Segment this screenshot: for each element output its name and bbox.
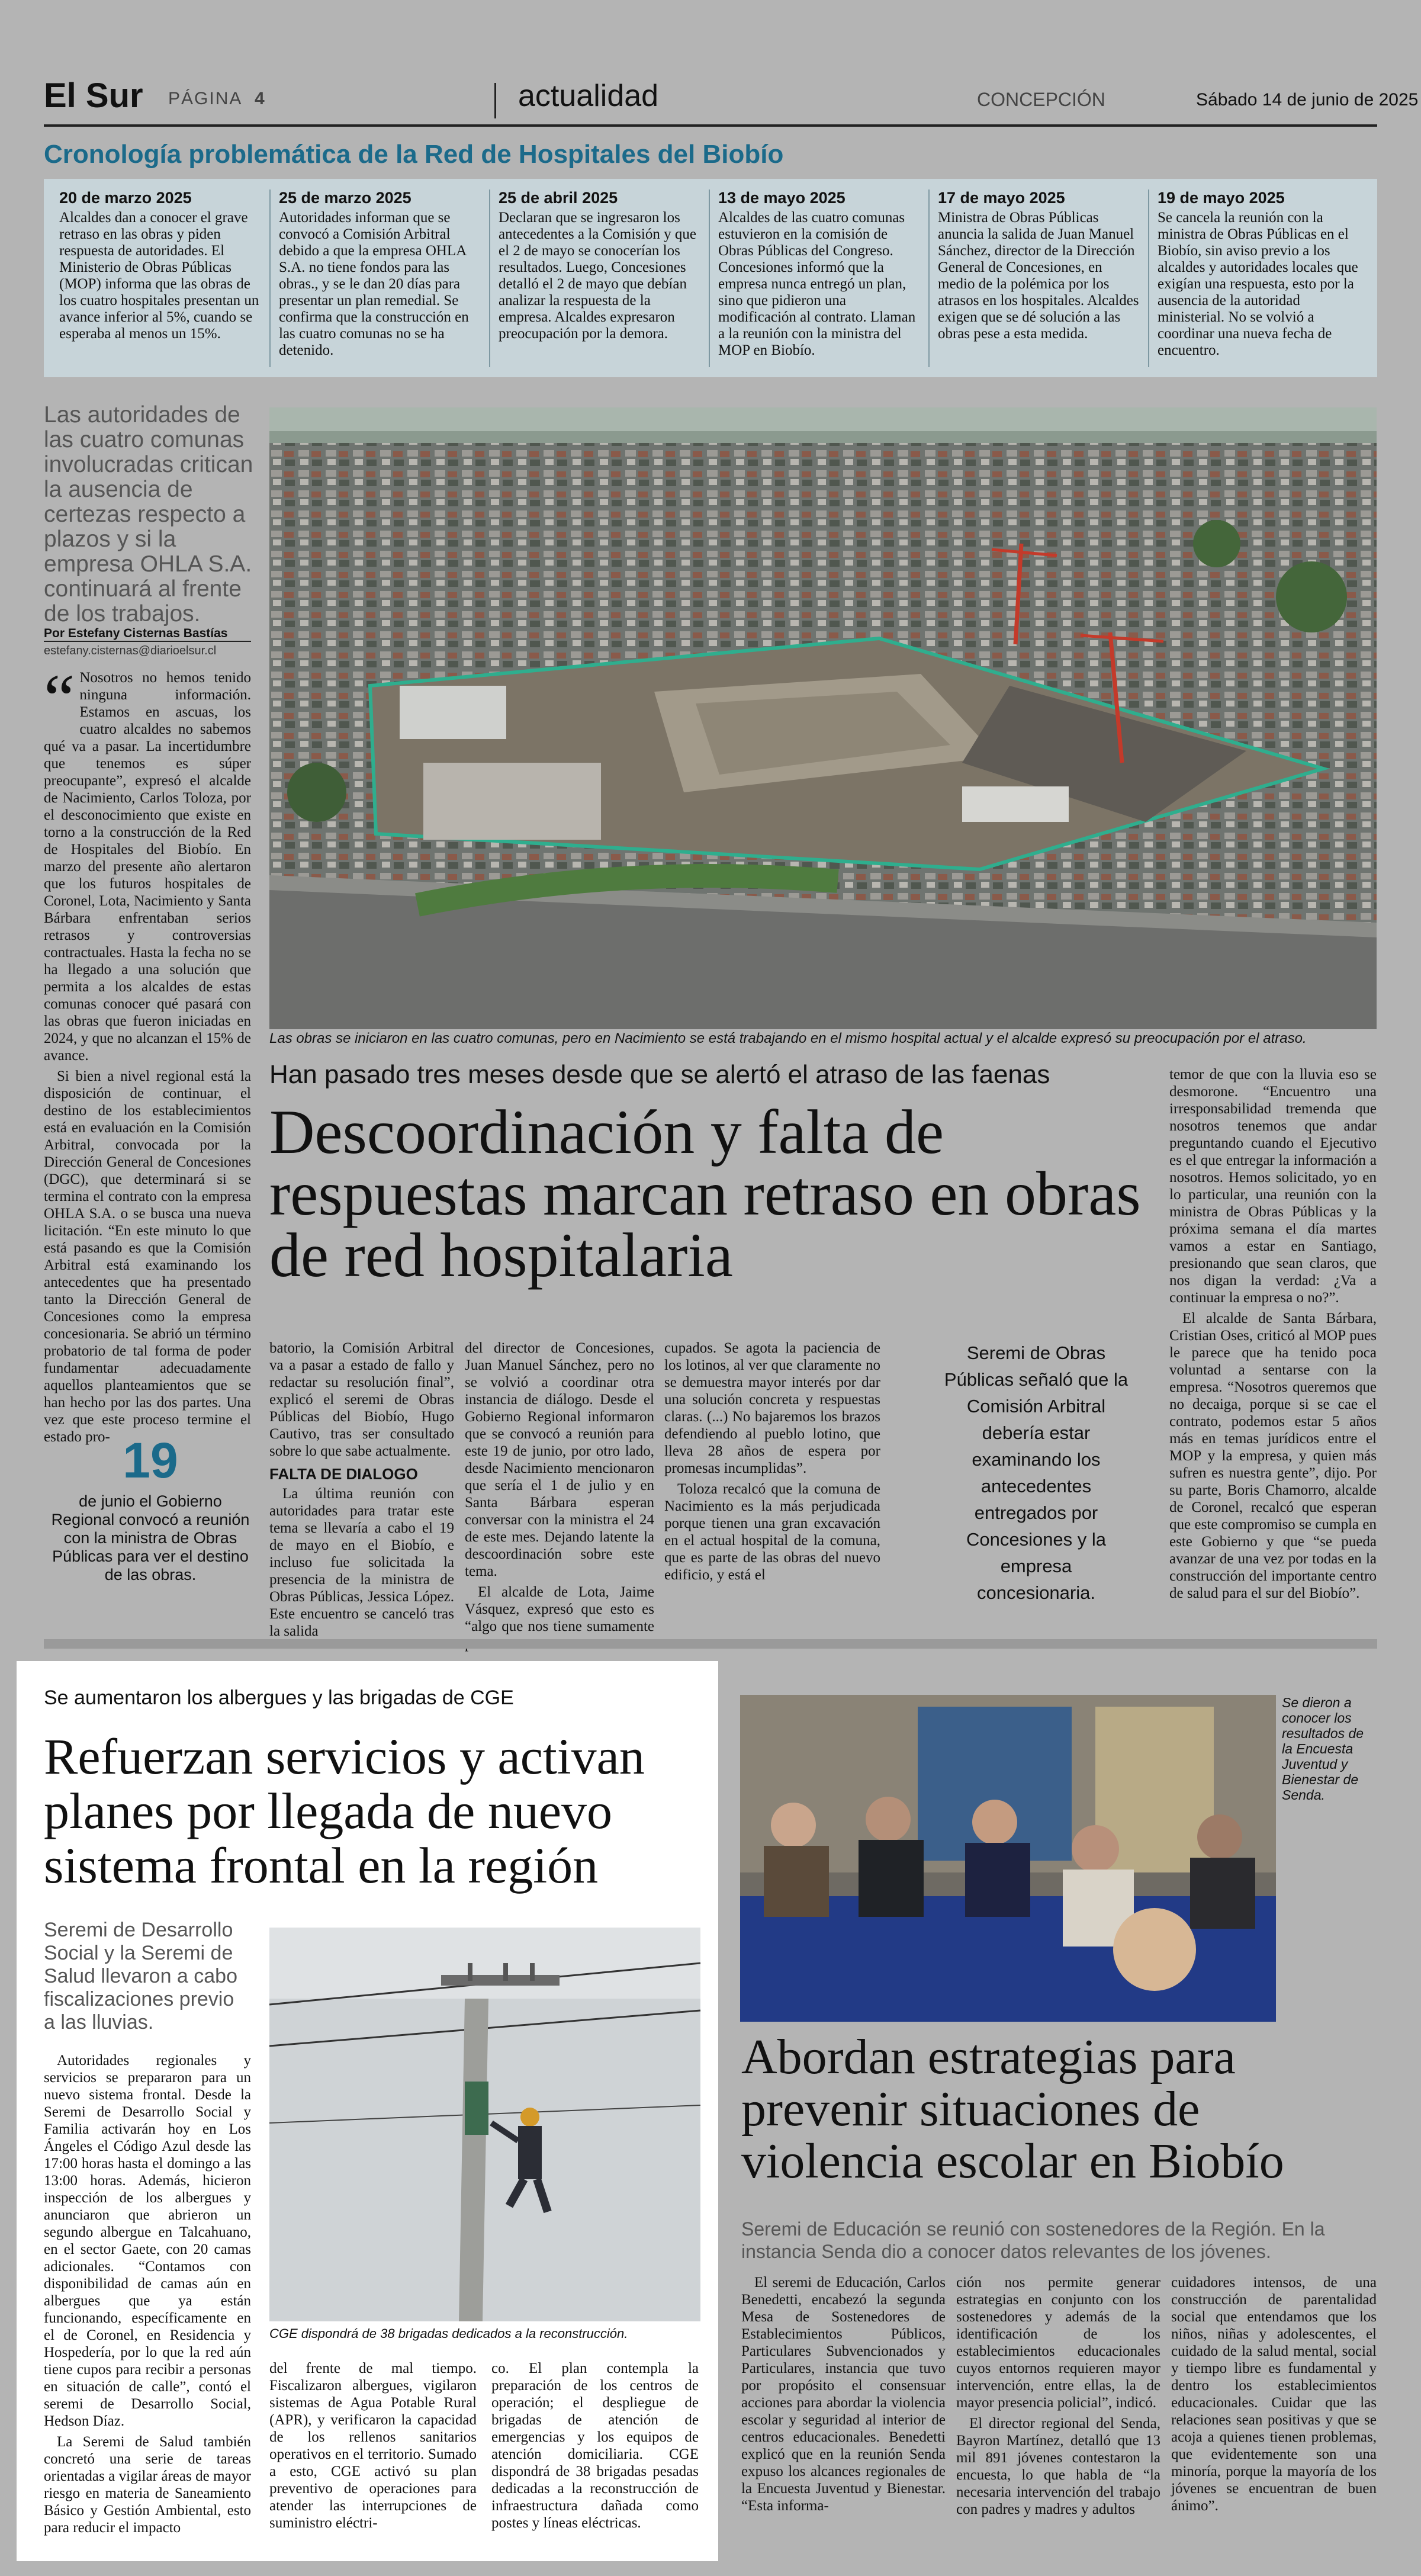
paragraph: La Seremi de Salud también concretó una serie de tareas orientadas a vigilar áreas de mayor riesgo en materia de Saneamiento Básico y Gestión Ambiental, esto para reducir el impacto bbox=[44, 2434, 251, 2536]
paragraph: El director regional del Senda, Bayron Martínez, detalló que 13 mil 891 jóvenes contestaron la encuesta, lo que habla de “la necesaria intervención del trabajo con padres y madres y adultos bbox=[956, 2416, 1160, 2517]
header-rule bbox=[44, 124, 1377, 127]
article-column bbox=[44, 2052, 251, 2549]
page-number: 4 bbox=[255, 89, 266, 108]
paragraph: El seremi de Educación, Carlos Benedetti, encabezó la segunda Mesa de Sostenedores de Establecimientos Públicos, Particulares Subvencionados y Particulares, instancia que tuvo por propósito el consensuar acciones para abordar la violencia escolar y seguridad al interior de centros educacionales. Benedetti explicó que en la reunión Senda expuso los alcances regionales de la Encuesta Juventud y Bienestar. “Esta informa- bbox=[741, 2275, 946, 2514]
article-column bbox=[465, 1340, 654, 1634]
article-kicker: Se aumentaron los albergues y las brigadas de CGE bbox=[44, 1687, 514, 1709]
paragraph: del director de Concesiones, Juan Manuel Sánchez, pero no se volvió a coordinar otra instancia de diálogo. Desde el Gobierno Regional informaron que se convocó a reunión para este 19 de junio, por otro lado, desde Nacimiento mencionaron que sería el 1 de julio y en Santa Bárbara esperan conversar con la ministra el 24 de este mes. Dejando latente la descoordinación sobre este tema. bbox=[465, 1340, 654, 1579]
article-column bbox=[664, 1340, 880, 1630]
paragraph: temor de que con la lluvia eso se desmorone. “Encuentro una irresponsabilidad tremenda que nosotros tenemos que andar preguntando cuando el Ejecutivo es el que entregar la información a nosotros. Hemos solicitado, yo en lo particular, una reunión con la ministra de Obras Públicas y la próxima semana el día martes vamos a estar en Santiago, presionando que sean claros, que nos digan la verdad: ¿Va a continuar la empresa o no?”. bbox=[1169, 1067, 1377, 1306]
paragraph: Si bien a nivel regional está la disposición de continuar, el destino de los establecimientos está en evaluación en la Comisión Arbitral, convocada por la Dirección General de Concesiones (DGC), que determinará si se termina el contrato con la empresa OHLA S.A. o se busca una nueva licitación. “En este minuto lo que está pasando es que la Comisión Arbitral está examinando los antecedentes que ha presentado tanto la Dirección General de Concesiones como la empresa concesionaria. Se abrió un término probatorio de tal forma de poder fundamentar adecuadamente aquellos planteamientos que se han hecho por las dos partes. Una vez que este proceso termine el estado pro- bbox=[44, 1068, 251, 1445]
paragraph: El alcalde de Santa Bárbara, Cristian Oses, criticó al MOP pues le parece que ha tenido poca voluntad a sentarse con la empresa. “Nosotros queremos que no decaiga, porque si se cae el contrato, podemos estar 5 años más en temas jurídicos entre el MOP y la empresa, y quien más sufren es nuestra gente”, dijo. Por su parte, Boris Chamorro, alcalde de Coronel, recalcó que esperan que este compromiso se cumpla en este Gobierno y que “se pueda avanzar de una vez por todas en la construcción del importante centro de salud para el sur del Biobío”. bbox=[1169, 1311, 1377, 1601]
article-column bbox=[1169, 1066, 1377, 1629]
photo-caption: CGE dispondrá de 38 brigadas dedicados a la reconstrucción. bbox=[269, 2326, 628, 2341]
paragraph: Toloza recalcó que la comuna de Nacimiento es la más perjudicada porque tienen una gran excavación en el actual hospital de la comuna, que es parte de las obras del nuevo edificio, y está el bbox=[664, 1481, 880, 1583]
byline: Por Estefany Cisternas Bastías bbox=[44, 627, 228, 640]
article-lead: Las autoridades de las cuatro comunas involucradas critican la ausencia de certezas respecto a plazos y si la empresa OHLA S.A. continuará al frente de los trabajos. bbox=[44, 402, 253, 627]
aerial-photo-illustration bbox=[269, 407, 1377, 1029]
paragraph: ción nos permite generar estrategias en conjunto con los sostenedores y además de la identificación de los establecimientos educacionales cuyos entornos requieren mayor intervención, entre ellas, la de mayor presencia policial”, indicó. bbox=[956, 2275, 1160, 2411]
article-column bbox=[269, 1340, 454, 1639]
article-kicker: Han pasado tres meses desde que se alertó el atraso de las faenas bbox=[269, 1060, 1050, 1089]
pull-quote: Seremi de Obras Públicas señaló que la Comisión Arbitral debería estar examinando los antecedentes entregados por Concesiones y la empresa concesionaria. bbox=[944, 1342, 1129, 1603]
section-name: actualidad bbox=[518, 79, 659, 113]
timeline-box bbox=[44, 179, 1377, 377]
paragraph: El alcalde de Lota, Jaime Vásquez, expresó que esto es “algo que nos tiene sumamente bbox=[465, 1584, 654, 1634]
paragraph: cupados. Se agota la paciencia de los lotinos, al ver que claramente no se demuestra mayor interés por dar una solución concreta y respuestas claras. (...) No bajaremos los brazos defendiendo al pueblo lotino, que lleva 28 años de espera por promesas incumplidas”. bbox=[664, 1340, 880, 1476]
article-column bbox=[1171, 2274, 1377, 2552]
page-label: PÁGINA 4 bbox=[168, 89, 266, 108]
opening-quote-glyph: “ bbox=[44, 660, 75, 737]
electric-worker-photo bbox=[269, 1928, 700, 2321]
paragraph: co. El plan contempla la preparación de los centros de operación; el despliegue de brigadas de atención de emergencias y los equipos de atención domiciliaria. CGE dispondrá de 38 brigadas pesadas dedicadas a la reconstrucción de infraestructura dañada como postes y líneas eléctricas. bbox=[491, 2360, 699, 2531]
article-column bbox=[44, 660, 251, 1445]
timeline-divider bbox=[489, 189, 490, 367]
meeting-illustration bbox=[740, 1695, 1276, 2022]
article-column bbox=[491, 2360, 699, 2549]
article-column bbox=[741, 2274, 946, 2552]
paragraph: La última reunión con autoridades para tratar este tema se llevaría a cabo el 19 de mayo en el Biobío, e incluso fue solicitada la presencia de la ministra de Obras Públicas, Jessica López. Este encuentro se canceló tras la salida bbox=[269, 1486, 454, 1639]
article-column bbox=[269, 2360, 477, 2549]
paragraph: cuidadores intensos, de una construcción de parentalidad social que entendamos que los niños, niñas y adolescentes, el cuidado de la salud mental, social y tiempo libre es fundamental y dentro los establecimientos educacionales. Cuidar que las relaciones sean positivas y que se acoja a quienes tienen problemas, que evidentemente son una minoría, porque la mayoría de los jóvenes se encuentran de buen ánimo”. bbox=[1171, 2275, 1377, 2514]
timeline-divider bbox=[709, 189, 710, 367]
timeline-divider bbox=[1148, 189, 1149, 367]
byline-rule bbox=[44, 641, 251, 642]
article-headline: Abordan estrategias para prevenir situaciones de violencia escolar en Biobío bbox=[741, 2029, 1284, 2189]
timeline-divider bbox=[928, 189, 930, 367]
paragraph: Autoridades regionales y servicios se prepararon para un nuevo sistema frontal. Desde la Seremi de Desarrollo Social y Familia activarán hoy en Los Ángeles el Código Azul desde las 17:00 horas hasta el domingo a las 13:00 horas. Además, hicieron inspección de los albergues y anunciaron que abrieron un segundo albergue en Talcahuano, en el sector Gaete, con 20 camas adicionales. “Contamos con disponibilidad de camas aún en albergues que ya están funcionando, específicamente en el de Coronel, en Residencia y Hospedería, por lo que la red aún tiene cupos para recibir a personas en situación de calle”, contó el seremi de Desarrollo Social, Hedson Díaz. bbox=[44, 2053, 251, 2429]
newspaper-logo: El Sur bbox=[44, 76, 143, 115]
utility-pole-illustration bbox=[269, 1928, 700, 2321]
highlight-number: 19 bbox=[123, 1432, 178, 1488]
article-lead: Seremi de Desarrollo Social y la Seremi de Salud llevaron a cabo fiscalizaciones previo a las lluvias. bbox=[44, 1919, 238, 2034]
edition-city: CONCEPCIÓN bbox=[977, 89, 1105, 110]
timeline-divider bbox=[269, 189, 271, 367]
article-headline: Descoordinación y falta de respuestas marcan retraso en obras de red hospitalaria bbox=[269, 1097, 1141, 1290]
paragraph: batorio, la Comisión Arbitral va a pasar a estado de fallo y redactar su resolución final”, explicó el seremi de Obras Públicas del Biobío, Hugo Cautivo, tras ser consultado sobre lo que sabe actualmente. bbox=[269, 1340, 454, 1459]
paragraph: “ Nosotros no hemos tenido ninguna información. Estamos en ascuas, los cuatro alcaldes no sabemos qué va a pasar. La incertidumbre que tenemos es súper preocupante”, expresó el alcalde de Nacimiento, Carlos Toloza, por el desconocimiento que existe en torno a la construcción de la Red de Hospitales del Biobío. En marzo del presente año alertaron que los futuros hospitales de Coronel, Lota, Nacimiento y Santa Bárbara enfrentaban serios retrasos y controversias contractuales. Hasta la fecha no se ha llegado a una solución que permita a los alcaldes de estas comunas conocer qué pasará con las obras que fueron iniciadas en 2024, y que no alcanzan el 15% de avance. bbox=[44, 660, 251, 1064]
header-separator bbox=[494, 83, 496, 118]
timeline-entry: 25 de marzo 2025 Autoridades informan que se convocó a Comisión Arbitral debido a que la empresa OHLA S.A. no tiene fondos para las obras., y se le dan 20 días para presentar un plan remedial. Se confirma que la construcción en las cuatro comunas no se ha detenido. bbox=[279, 189, 469, 358]
article-column bbox=[956, 2274, 1160, 2552]
education-meeting-photo bbox=[740, 1695, 1276, 2022]
timeline-entry: 25 de abril 2025 Declaran que se ingresaron los antecedentes a la Comisión y que el 2 de mayo se conocerían los resultados. Luego, Concesiones detalló el 2 de mayo que debían analizar la respuesta de la empresa. Alcaldes expresaron preocupación por la demora. bbox=[499, 189, 696, 342]
hospital-construction-photo bbox=[269, 407, 1377, 1029]
timeline-entry: 17 de mayo 2025 Ministra de Obras Públicas anuncia la salida de Juan Manuel Sánchez, director de la Dirección General de Concesiones, en medio de la polémica por los atrasos en los hospitales. Alcaldes exigen que se dé solución a las obras pese a esta medida. bbox=[938, 189, 1139, 342]
timeline-entry: 19 de mayo 2025 Se cancela la reunión con la ministra de Obras Públicas en el Biobío, sin aviso previo a los alcaldes y autoridades locales que exigían una respuesta, esto por la ausencia de la autoridad ministerial. No se volvió a coordinar una nueva fecha de encuentro. bbox=[1158, 189, 1358, 358]
highlight-text: de junio el Gobierno Regional convocó a reunión con la ministra de Obras Públicas para ver el destino de las obras. bbox=[51, 1492, 250, 1583]
timeline-entry: 13 de mayo 2025 Alcaldes de las cuatro comunas estuvieron en la comisión de Obras Públicas del Congreso. Concesiones informó que la empresa nunca entregó un plan, sino que pidieron una modificación al contrato. Llaman a la reunión con la ministra del MOP en Biobío. bbox=[718, 189, 916, 358]
photo-caption: Se dieron a conocer los resultados de la Encuesta Juventud y Bienestar de Senda. bbox=[1282, 1695, 1364, 1803]
section-subhead: FALTA DE DIALOGO bbox=[269, 1465, 418, 1483]
timeline-title: Cronología problemática de la Red de Hospitales del Biobío bbox=[44, 140, 784, 169]
section-divider bbox=[44, 1639, 1377, 1649]
edition-date: Sábado 14 de junio de 2025 bbox=[1196, 90, 1419, 110]
paragraph: del frente de mal tiempo. Fiscalizaron albergues, vigilaron sistemas de Agua Potable Rural (APR), y verificaron la capacidad de los rellenos sanitarios operativos en el territorio. Sumado a esto, CGE activó su plan preventivo de operaciones para atender las interrupciones de suministro eléctri- bbox=[269, 2360, 477, 2531]
byline-email: estefany.cisternas@diarioelsur.cl bbox=[44, 644, 217, 657]
photo-caption: Las obras se iniciaron en las cuatro comunas, pero en Nacimiento se está trabajando en el mismo hospital actual y el alcalde expresó su preocupación por el atraso. bbox=[269, 1030, 1307, 1046]
timeline-entry: 20 de marzo 2025 Alcaldes dan a conocer el grave retraso en las obras y piden respuesta de autoridades. El Ministerio de Obras Públicas (MOP) informa que las obras de los cuatro hospitales presentan un avance inferior al 5%, cuando se esperaba al menos un 15%. bbox=[59, 189, 259, 342]
article-headline: Refuerzan servicios y activan planes por llegada de nuevo sistema frontal en la región bbox=[44, 1728, 645, 1894]
article-lead: Seremi de Educación se reunió con sostenedores de la Región. En la instancia Senda dio a conocer datos relevantes de los jóvenes. bbox=[741, 2218, 1325, 2262]
